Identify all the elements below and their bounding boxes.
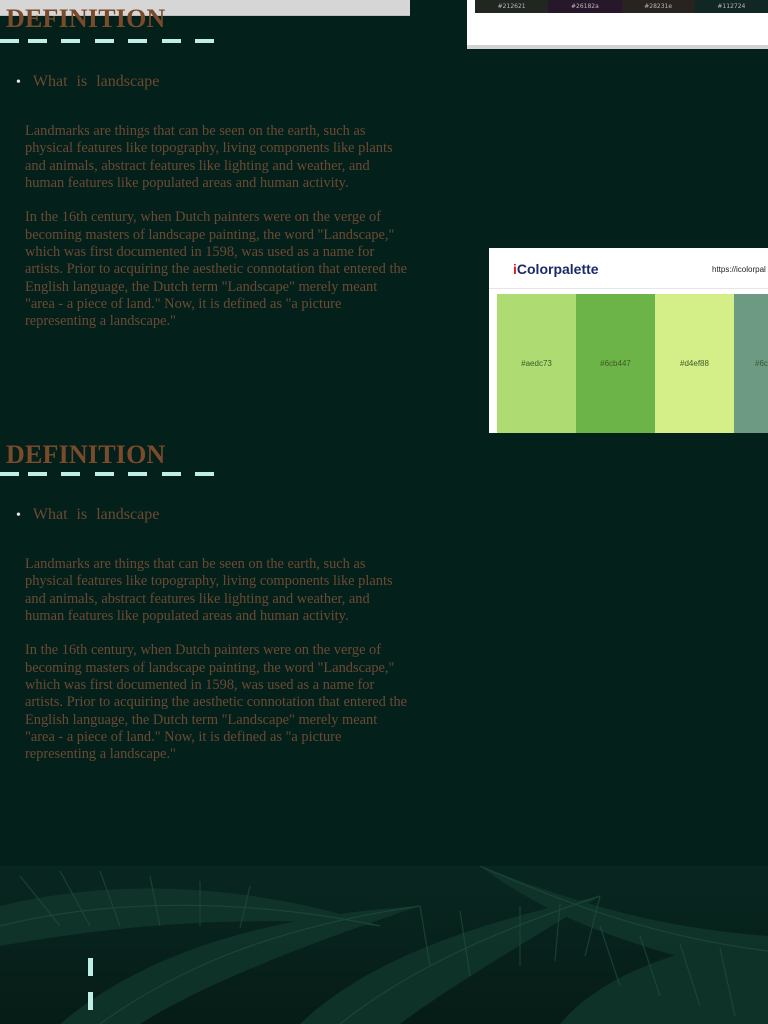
section-2-bullet-text: What is landscape [32, 506, 160, 523]
top-swatch: #212621 [475, 0, 548, 13]
decorative-accent-bar [88, 992, 93, 1010]
section-1-paragraph-1: Landmarks are things that can be seen on the earth, such as physical features like topography, living components like plants and animals, abstract features like lighting and weather, and human features like populated areas and human activity. [25, 123, 393, 191]
palette-swatches [497, 294, 768, 433]
section-2-paragraph-1: Landmarks are things that can be seen on the earth, such as physical features like topography, living components like plants and animals, abstract features like lighting and weather, and human features like populated areas and human activity. [25, 556, 393, 624]
color-palette-card [489, 248, 768, 433]
section-2-bullet [16, 506, 159, 524]
section-2-dash-divider [0, 472, 220, 476]
palette-card-header [489, 248, 768, 289]
palette-url: https://icolorpal [712, 265, 766, 274]
palette-swatch: #aedc73 [497, 294, 576, 433]
section-1-bullet [16, 73, 159, 91]
top-swatch: #112724 [695, 0, 768, 13]
palette-swatch: #6cb447 [576, 294, 655, 433]
icolorpalette-logo: iColorpalette [513, 261, 599, 277]
section-1-body [25, 123, 410, 348]
top-palette-image [467, 0, 768, 49]
decorative-accent-bar [88, 958, 93, 976]
palette-swatch: #d4ef88 [655, 294, 734, 433]
section-1-title: DEFINITION [6, 4, 166, 33]
section-1-bullet-text: What is landscape [32, 73, 160, 90]
bullet-dot-icon: • [16, 75, 21, 90]
palm-leaves-image [0, 866, 768, 1024]
bullet-dot-icon: • [16, 508, 21, 523]
top-palette-strip [475, 0, 768, 13]
section-2-paragraph-2: In the 16th century, when Dutch painters were on the verge of becoming masters of landscape painting, the word "Landscape," which was first documented in 1598, was used as a name for artists. Prior to acquiring the aesthetic connotation that entered the English language, the Dutch term "Landscape" merely meant "area - a piece of land." Now, it is defined as "a picture representing a landscape." [25, 642, 408, 763]
section-2-title: DEFINITION [6, 440, 166, 469]
section-2-body [25, 556, 410, 781]
palette-swatch: #6c [734, 294, 768, 433]
section-1-paragraph-2: In the 16th century, when Dutch painters were on the verge of becoming masters of landscape painting, the word "Landscape," which was first documented in 1598, was used as a name for artists. Prior to acquiring the aesthetic connotation that entered the English language, the Dutch term "Landscape" merely meant "area - a piece of land." Now, it is defined as "a picture representing a landscape." [25, 209, 408, 330]
top-swatch: #26182a [548, 0, 621, 13]
top-swatch: #28231e [622, 0, 695, 13]
section-1-dash-divider [0, 39, 220, 43]
